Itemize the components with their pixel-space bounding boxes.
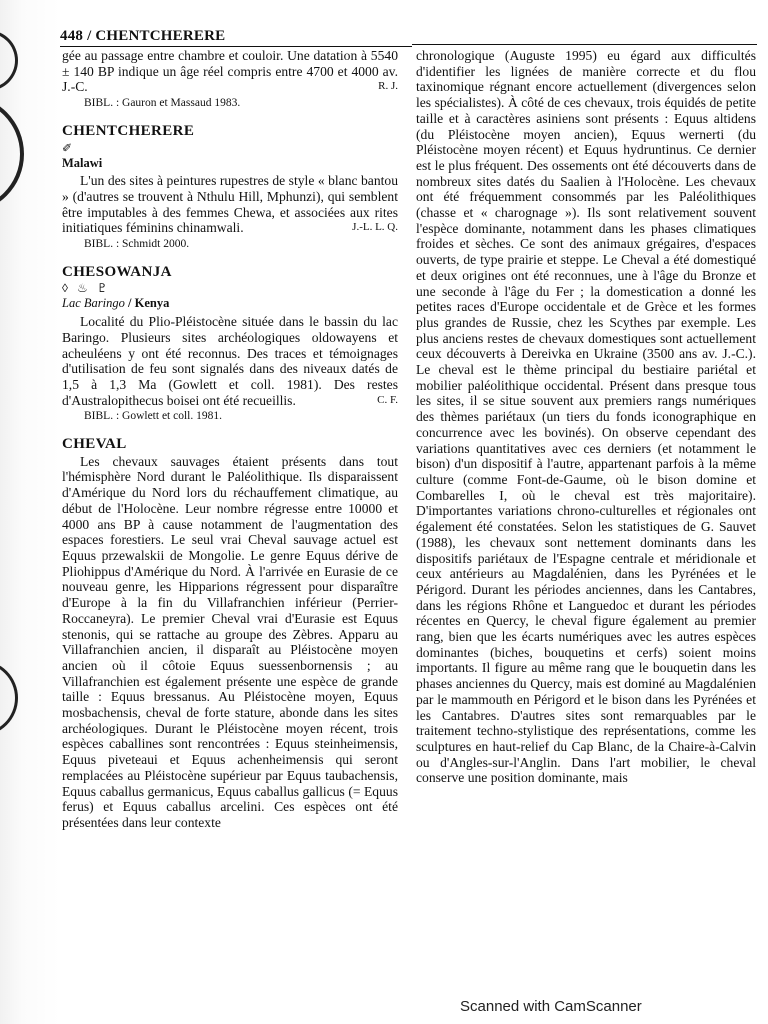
author-signature: J.-L. L. Q. (352, 221, 398, 234)
bibliography: BIBL. : Gauron et Massaud 1983. (84, 97, 241, 110)
brush-icon: ✐ (62, 140, 73, 155)
bibliography: BIBL. : Gowlett et coll. 1981. (84, 410, 222, 423)
entry-text: Localité du Plio-Pléistocène située dans le bassin du lac Baringo. Plusieurs sites archéologiques oldowayens et acheuléens y ont été reconnus. Des traces et témoignages d'utilisation de feu sont signalés dans des niveaux datés de 1,5 à 1,3 Ma (Gowlett et coll. 1981). Des restes d'Australopithecus boisei ont été recueillis. (62, 314, 398, 408)
entry-icons (62, 281, 398, 295)
entry-title: CHENTCHERERE (62, 122, 195, 139)
running-header (60, 28, 412, 47)
binding-shadow (0, 95, 24, 213)
header-separator: / (87, 28, 92, 44)
entry-location (62, 296, 398, 312)
hominid-icon: ♇ (96, 281, 108, 296)
author-signature: C. F. (377, 393, 398, 406)
page-number: 448 (60, 28, 84, 44)
entry-title: CHESOWANJA (62, 263, 172, 280)
intro-text: gée au passage entre chambre et couloir. Une datation à 5540 ± 140 BP indique un âge réel compris entre 4700 et 4000 av. J.-C. (62, 48, 398, 95)
location-separator: / (127, 296, 135, 311)
entry-paragraph (62, 314, 398, 408)
entry-region: Lac Baringo (62, 296, 125, 311)
left-column (62, 48, 398, 831)
entry-text: L'un des sites à peintures rupestres de style « blanc bantou » (d'autres se trouvent à Nthulu Hill, Mphunzi), qui semblent être imputables à des femmes Chewa, et associées aux rites initiatiques féminins chinamwali. (62, 173, 398, 236)
entry-country: Malawi (62, 155, 103, 170)
intro-paragraph (62, 48, 398, 95)
binding-shadow (0, 660, 18, 736)
running-title: CHENTCHERERE (95, 28, 226, 44)
continued-paragraph: chronologique (Auguste 1995) eu égard aux difficultés d'identifier les lignées de manière correcte et du flou taxinomique régnant encore actuellement (divergences selon les spécialistes). À côté de ces chevaux, trois équidés de petite taille et à caractères asiniens sont présents : Equus altidens (du Pléistocène moyen ancien), Equus wernerti (du Pléistocène moyen récent) et Equus hydruntinus. Ce dernier est le plus fréquent. Des ossements ont été découverts dans de nombreux sites datés du Saalien à l'Holocène. Les chevaux ont été fréquemment consommés par les Paléolithiques (chasse et « charognage »). Ils sont relativement souvent l'espèce dominante, notamment dans les phases climatiques froides et sèches. Ce sont des animaux grégaires, d'espaces ouverts, de type prairie et steppe. Le Cheval a été domestiqué et deux origines ont été reconnues, une à l'âge du Bronze et une seconde à l'âge du Fer ; la domestication a donné les petites races d'Europe occidentale et de Grèce et les formes plus grandes de Russie, chez les Scythes par exemple. Les plus anciens restes de chevaux domestiques sont actuellement ceux découverts à Dereivka en Ukraine (3500 ans av. J.-C.). Le cheval est le thème principal du bestiaire pariétal et mobilier paléolithique occidental. Présent dans presque tous les sites, il se situe souvent aux premiers rangs numériques des thèmes pariétaux (un tiers du fonds iconographique en concurrence avec les bovinés). On observe cependant des variations quantitatives avec ces derniers (et notamment le bison) d'un dispositif à l'autre, appartenant parfois à la même culture (comme Font-de-Gaume, où le bison domine et Combarelles I, où le cheval est très majoritaire). D'importantes variations chrono-culturelles et régionales ont également été constatées. Selon les statistiques de G. Sauvet (1988), les chevaux sont nettement dominants dans les dispositifs pariétaux de l'Espagne centrale et méridionale et ceux antérieurs au Magdalénien, dans les Pyrénées et le Périgord. Durant les périodes anciennes, dans les Cantabres, dans les régions Rhône et Languedoc et durant les périodes récentes en Quercy, le cheval figure également au premier rang, bien que les écarts numériques avec les autres espèces dominantes (biches, bouquetins et cerfs) soient moins importants. Il figure au même rang que le bouquetin dans les phases anciennes du Quercy, mais est dominé au Magdalénien par le mammouth en Périgord et le bison dans les Pyrénées et les Cantabres. D'autres sites sont remarquables par le traitement techno-stylistique des représentations, comme les sculptures en haut-relief du Cap Blanc, de la Chaire-à-Calvin ou d'Angles-sur-l'Anglin. Dans l'art mobilier, le cheval conserve une position dominante, mais (416, 48, 756, 786)
entry-icons (62, 141, 398, 155)
scanner-watermark: Scanned with CamScanner (460, 998, 642, 1015)
entry-paragraph: Les chevaux sauvages étaient présents dans tout l'hémisphère Nord durant le Paléolithique. Ils disparaissent d'Amérique du Nord lors du réchauffement climatique, au début de l'Holocène. Leur nombre régresse entre 10000 et 4000 ans BP à cause notamment de l'augmentation des espaces forestiers. Le seul vrai Cheval sauvage actuel est Equus przewalskii de Mongolie. Le genre Equus dérive de Pliohippus d'Amérique du Nord. À l'arrivée en Eurasie de ce nouveau genre, les Hipparions régressent pour disparaître d'Europe à la fin du Villafranchien inférieur (Perrier-Roccaneyra). Le premier Cheval vrai d'Eurasie est Equus stenonis, qui se rattache au groupe des Zèbres. Apparu au Villafranchien ancien, il disparaît au Pléistocène moyen ancien où il côtoie Equus suessenbornensis ; au Villafranchien est également présente une espèce de grande taille : Equus bressanus. Au Pléistocène moyen, Equus mosbachensis, cheval de forte stature, abonde dans les sites archéologiques. Durant le Pléistocène moyen récent, trois espèces caballines sont rencontrées : Equus steinheimensis, Equus piveteaui et Equus achenheimensis qui seront remplacées au Pléistocène supérieur par Equus taubachensis, Equus caballus germanicus, Equus caballus gallicus (= Equus ferus) et Equus caballus arcelini. Ces espèces ont été présentées dans leur contexte (62, 453, 398, 830)
hand-axe-icon: ◊ (62, 281, 68, 296)
header-rule (412, 44, 757, 45)
entry-country: Kenya (134, 296, 170, 311)
author-signature: R. J. (378, 80, 398, 93)
right-column (416, 48, 756, 786)
entry-title: CHEVAL (62, 436, 127, 453)
entry-paragraph (62, 173, 398, 236)
fire-icon: ♨ (76, 281, 88, 296)
binding-shadow (0, 30, 18, 91)
bibliography: BIBL. : Schmidt 2000. (84, 238, 190, 251)
